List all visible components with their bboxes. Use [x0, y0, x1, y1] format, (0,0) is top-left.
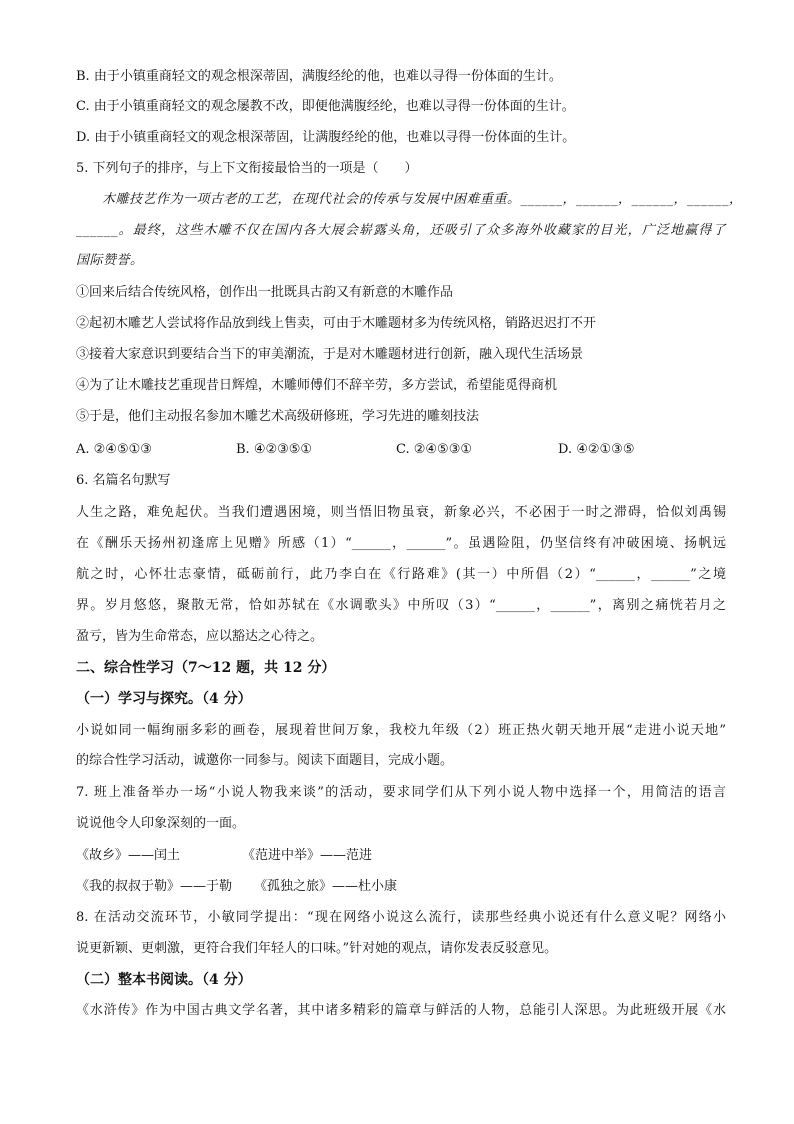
section2-part2-heading: （二）整本书阅读。（4 分）	[76, 972, 252, 988]
q5-stem: 5. 下列句子的排序，与上下文衔接最恰当的一项是（ ）	[76, 161, 418, 176]
q5-sentence-2: ②起初木雕艺人尝试将作品放到线上售卖，可由于木雕题材多为传统风格，销路迟迟打不开	[76, 316, 597, 331]
characters-row-1	[76, 846, 726, 866]
q5-choices	[76, 440, 726, 460]
section2-intro-line-2: 的综合性学习活动，诚邀你一同参与。阅读下面题目，完成小题。	[76, 753, 454, 768]
q7-line-1: 7. 班上准备举办一场“小说人物我来谈”的活动，要求同学们从下列小说人物中选择一个，用简洁的语言	[76, 785, 726, 800]
section2-part2-line-1: 《水浒传》作为中国古典文学名著，其中诸多精彩的篇章与鲜活的人物，总能引人深思。为此班级开展《水	[76, 1003, 726, 1018]
q6-line-5: 盈亏，皆为生命常态，应以豁达之心待之。	[76, 629, 324, 644]
q6-line-3: 航之时，心怀壮志豪情，砥砺前行，此乃李白在《行路难》(其一）中所倡（2）“______，______”之境	[76, 567, 726, 582]
q4-option-c: C. 由于小镇重商轻文的观念屡教不改，即便他满腹经纶，也难以寻得一份体面的生计。	[76, 99, 575, 114]
q7-line-2: 说说他令人印象深刻的一面。	[76, 816, 246, 831]
character-fanjin: 《范进中举》——范进	[242, 848, 373, 863]
q5-sentence-1: ①回来后结合传统风格，创作出一批既具古韵又有新意的木雕作品	[76, 285, 454, 300]
q5-passage-line-3: 国际赞誉。	[76, 253, 144, 268]
q5-choice-b: B. ④②③⑤①	[236, 442, 313, 457]
section2-part1-heading: （一）学习与探究。（4 分）	[76, 691, 252, 707]
q6-line-1: 人生之路，难免起伏。当我们遭遇困境，则当悟旧物虽衰，新象必兴，不必困于一时之滞碍，恰似刘禹锡	[76, 505, 726, 520]
q5-sentence-5: ⑤于是，他们主动报名参加木雕艺术高级研修班，学习先进的雕刻技法	[76, 409, 480, 424]
character-yule: 《我的叔叔于勒》——于勒	[76, 879, 233, 894]
q5-passage-line-2: ______。最终，这些木雕不仅在国内各大展会崭露头角，还吸引了众多海外收藏家的目光，广泛地赢得了	[76, 223, 726, 238]
characters-row-2	[76, 877, 726, 897]
q8-line-2: 说更新颖、更刺激，更符合我们年轻人的口味。”针对她的观点，请你发表反驳意见。	[76, 941, 558, 956]
section2-intro-line-1: 小说如同一幅绚丽多彩的画卷，展现着世间万象，我校九年级（2）班正热火朝天地开展“走进小说天地”	[76, 723, 726, 738]
q6-line-4: 界。岁月悠悠，聚散无常，恰如苏轼在《水调歌头》中所叹（3）“______，______”，离别之痛恍若月之	[76, 598, 726, 613]
character-runtu: 《故乡》——闰土	[76, 848, 181, 863]
q5-sentence-3: ③接着大家意识到要结合当下的审美潮流，于是对木雕题材进行创新，融入现代生活场景	[76, 347, 584, 362]
q6-title: 6. 名篇名句默写	[76, 473, 171, 488]
section2-heading: 二、综合性学习（7～12 题，共 12 分）	[76, 660, 336, 676]
q5-sentence-4: ④为了让木雕技艺重现昔日辉煌，木雕师傅们不辞辛劳，多方尝试，希望能觅得商机	[76, 378, 558, 393]
q5-passage-line-1: 木雕技艺作为一项古老的工艺，在现代社会的传承与发展中困难重重。______，______，______，______，	[102, 192, 743, 207]
q4-option-b: B. 由于小镇重商轻文的观念根深蒂固，满腹经纶的他，也难以寻得一份体面的生计。	[76, 69, 562, 84]
q5-choice-a: A. ②④⑤①③	[76, 442, 152, 457]
q4-option-d: D. 由于小镇重商轻文的观念根深蒂固，让满腹经纶的他，也难以寻得一份体面的生计。	[76, 130, 576, 145]
character-duxiaokang: 《孤独之旅》——杜小康	[254, 879, 398, 894]
q5-choice-d: D. ④②①③⑤	[558, 442, 635, 457]
q5-choice-c: C. ②④⑤③①	[396, 442, 473, 457]
q6-line-2: 在《酬乐天扬州初逢席上见赠》所感（1）“______，______”。虽遇险阻，仍坚信终有冲破困境、扬帆远	[76, 536, 726, 551]
q8-line-1: 8. 在活动交流环节，小敏同学提出：“现在网络小说这么流行，读那些经典小说还有什么意义呢？网络小	[76, 910, 726, 925]
